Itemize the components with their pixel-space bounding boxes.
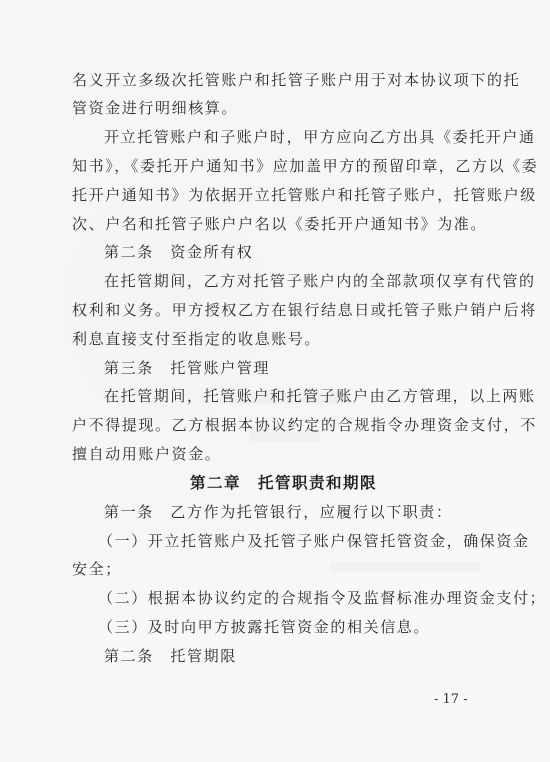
body-line: 管资金进行明细核算。 [72,99,239,117]
body-line: 擅自动用账户资金。 [72,445,222,463]
page-number: - 17 - [434,692,468,707]
body-line: 托开户通知书》为依据开立托管账户和托管子账户，托管账户级 [72,186,537,204]
body-line: 利息直接支付至指定的收息账号。 [72,330,322,348]
article-heading: 第三条 托管账户管理 [104,359,271,377]
list-item: （二）根据本协议约定的合规指令及监督标准办理资金支付； [98,589,547,607]
article-heading: 第一条 乙方作为托管银行，应履行以下职责： [104,503,453,521]
chapter-title: 第二章 托管职责和期限 [190,473,378,492]
body-line: 在托管期间，托管账户和托管子账户由乙方管理，以上两账 [104,387,536,405]
list-item: （一）开立托管账户及托管子账户保管托管资金，确保资金 [98,532,530,550]
body-line: 权利和义务。甲方授权乙方在银行结息日或托管子账户销户后将 [72,301,537,319]
article-heading: 第二条 资金所有权 [104,243,254,261]
body-line: 名义开立多级次托管账户和托管子账户用于对本协议项下的托 [72,71,521,89]
body-line: 知书》，《委托开户通知书》应加盖甲方的预留印章，乙方以《委 [72,157,539,175]
scan-artifact [330,562,480,572]
article-heading: 第二条 托管期限 [104,647,237,665]
body-line: 户不得提现。乙方根据本协议约定的合规指令办理资金支付，不 [72,416,537,434]
body-line: 开立托管账户和子账户时，甲方应向乙方出具《委托开户通 [104,128,536,146]
body-line: 在托管期间，乙方对托管子账户内的全部款项仅享有代管的 [104,272,536,290]
body-line: 安全； [72,560,122,578]
list-item: （三）及时向甲方披露托管资金的相关信息。 [98,618,431,636]
body-line: 次、户名和托管子账户户名以《委托开户通知书》为准。 [72,215,488,233]
